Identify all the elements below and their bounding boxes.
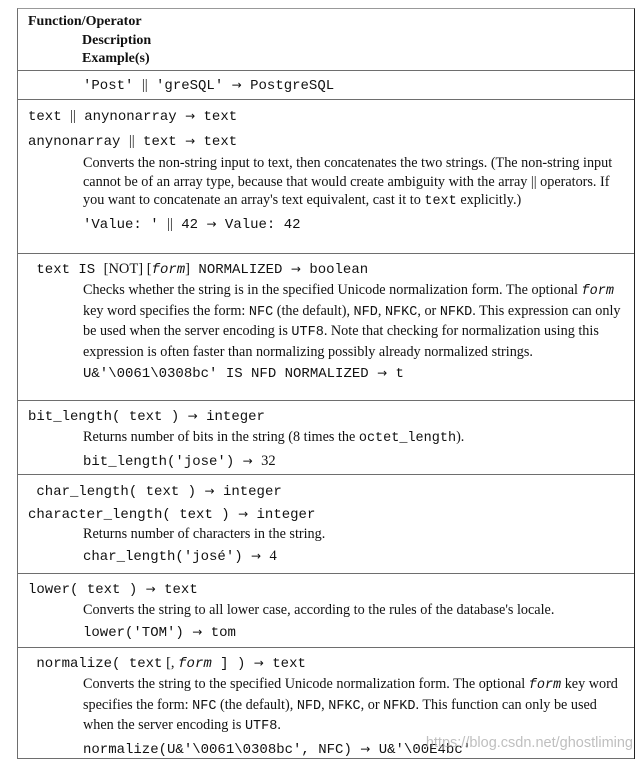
arrow-icon: → — [231, 78, 242, 92]
table-row — [18, 475, 634, 574]
description: Returns number of bits in the string (8 times the octet_length). — [83, 429, 465, 446]
example: 'Post' || 'greSQL' → PostgreSQL — [83, 77, 335, 94]
function-signature: normalize( text [, form ] ) → text — [28, 655, 306, 672]
watermark: https://blog.csdn.net/ghostliming — [425, 735, 633, 751]
function-signature: anynonarray || text → text — [28, 133, 238, 150]
table-header — [18, 9, 634, 71]
arrow-icon: → — [192, 624, 203, 639]
table-row — [18, 254, 634, 401]
function-signature: character_length( text ) → integer — [28, 507, 316, 523]
header-examples: Example(s) — [82, 51, 150, 66]
table-row — [18, 648, 634, 759]
description: Converts the string to the specified Unicode normalization form. The optional form key word specifies the form: NFC (the default), NFD, NFKC, or NFKD. This function can only be used when the server encoding is UTF8. — [83, 676, 618, 735]
example: char_length('josé') → 4 — [83, 547, 277, 565]
description: Converts the string to all lower case, according to the rules of the database's locale. — [83, 602, 555, 618]
arrow-icon: → — [377, 366, 388, 381]
arrow-icon: → — [253, 656, 264, 670]
example: lower('TOM') → tom — [83, 624, 236, 641]
description: Returns number of characters in the string. — [83, 526, 326, 542]
function-signature: char_length( text ) → integer — [28, 484, 282, 500]
description: Converts the non-string input to text, then concatenates the two strings. (The non-string input cannot be of an array type, because that would create ambiguity with the array || operators. If you want to concatenate an array's text equivalent, cast it to text explicitly.) — [83, 155, 613, 210]
arrow-icon: → — [185, 134, 196, 148]
arrow-icon: → — [206, 216, 217, 231]
arrow-icon: → — [242, 453, 253, 468]
table-row — [18, 100, 634, 254]
arrow-icon: → — [204, 484, 215, 498]
arrow-icon: → — [251, 548, 262, 563]
table-row — [18, 71, 634, 100]
function-signature: text IS [NOT] [form] NORMALIZED → boolean — [28, 261, 369, 278]
header-function-operator: Function/Operator — [28, 14, 142, 29]
table-row — [18, 401, 634, 475]
function-signature: text || anynonarray → text — [28, 108, 238, 125]
arrow-icon: → — [360, 741, 371, 756]
arrow-icon: → — [238, 507, 249, 521]
functions-table — [17, 8, 635, 759]
arrow-icon: → — [145, 582, 156, 596]
description: Checks whether the string is in the specified Unicode normalization form. The optional form key word specifies the form: NFC (the default), NFD, NFKC, or NFKD. This expression can only be used when the server encoding is UTF8. Note that checking for normalization using this expression is often faster than normalizing possibly already normalized strings. — [83, 282, 621, 360]
function-signature: bit_length( text ) → integer — [28, 409, 265, 425]
arrow-icon: → — [187, 409, 198, 423]
example: 'Value: ' || 42 → Value: 42 — [83, 215, 301, 233]
example: normalize(U&'\0061\0308bc', NFC) → U&'\00E4bc' — [83, 741, 472, 758]
arrow-icon: → — [290, 262, 301, 276]
example: bit_length('jose') → 32 — [83, 452, 276, 470]
table-row — [18, 574, 634, 648]
function-signature: lower( text ) → text — [28, 582, 198, 598]
example: U&'\0061\0308bc' IS NFD NORMALIZED → t — [83, 366, 404, 383]
header-description: Description — [82, 32, 152, 48]
arrow-icon: → — [185, 109, 196, 123]
